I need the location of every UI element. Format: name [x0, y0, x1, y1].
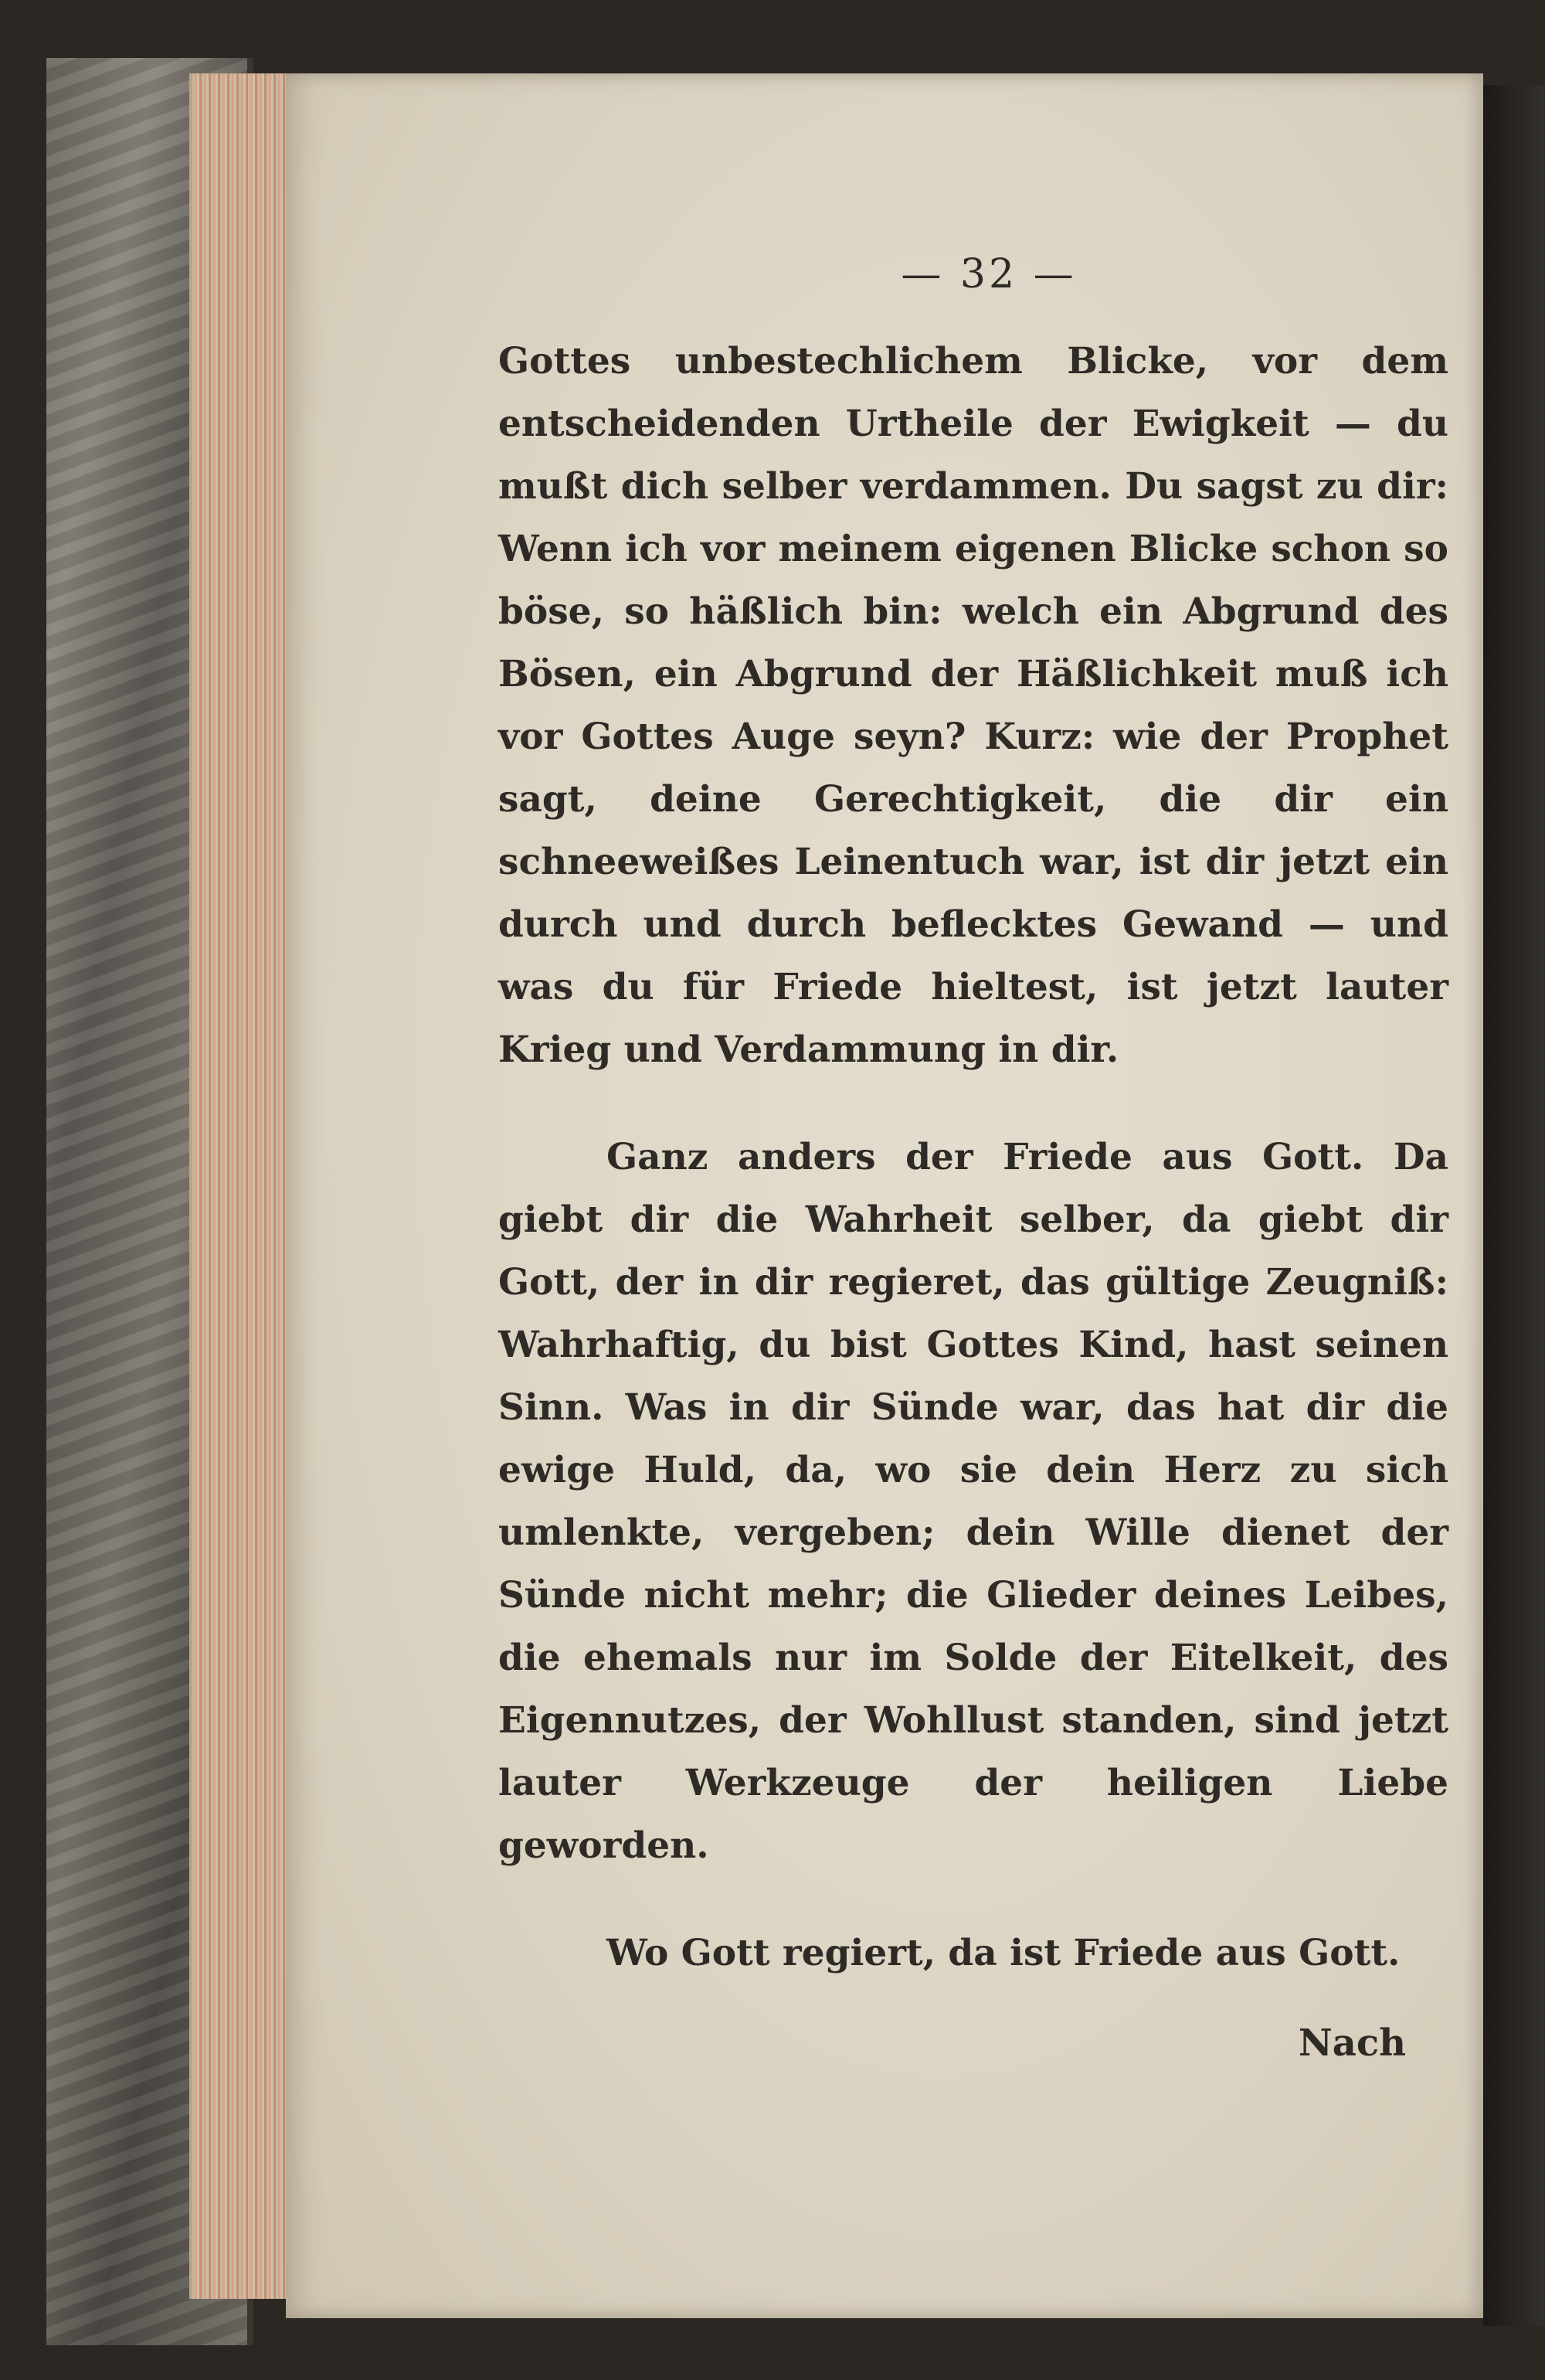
catchword: Nach: [1298, 2021, 1406, 2065]
paragraph-1: Gottes unbestechlichem Blicke, vor dem entscheidenden Urtheile der Ewigkeit — du mußt dich selber verdammen. Du sagst zu dir: Wenn ich vor meinem eigenen Blicke schon so böse, so häßlich bin: welch ein Abgrund des Bösen, ein Abgrund der Häßlichkeit muß ich vor Gottes Auge seyn? Kurz: wie der Prophet sagt, deine Gerechtigkeit, die dir ein schneeweißes Leinentuch war, ist dir jetzt ein durch und durch beflecktes Gewand — und was du für Friede hieltest, ist jetzt lauter Krieg und Verdammung in dir.: [498, 340, 1448, 1071]
paragraph-3: Wo Gott regiert, da ist Friede aus Gott.: [606, 1932, 1401, 1974]
page-text: [498, 251, 1448, 2065]
paragraph-2: Ganz anders der Friede aus Gott. Da giebt dir die Wahrheit selber, da giebt dir Gott, der in dir regieret, das gültige Zeugniß: Wahrhaftig, du bist Gottes Kind, hast seinen Sinn. Was in dir Sünde war, das hat dir die ewige Huld, da, wo sie dein Herz zu sich umlenkte, vergeben; dein Wille dienet der Sünde nicht mehr; die Glieder deines Leibes, die ehemals nur im Solde der Eitelkeit, des Eigennutzes, der Wohllust standen, sind jetzt lauter Werkzeuge der heiligen Liebe geworden.: [498, 1136, 1448, 1867]
page-edges: [189, 73, 297, 2299]
page-number: — 32 —: [901, 251, 1077, 298]
facing-page-edge: [1483, 85, 1545, 2326]
